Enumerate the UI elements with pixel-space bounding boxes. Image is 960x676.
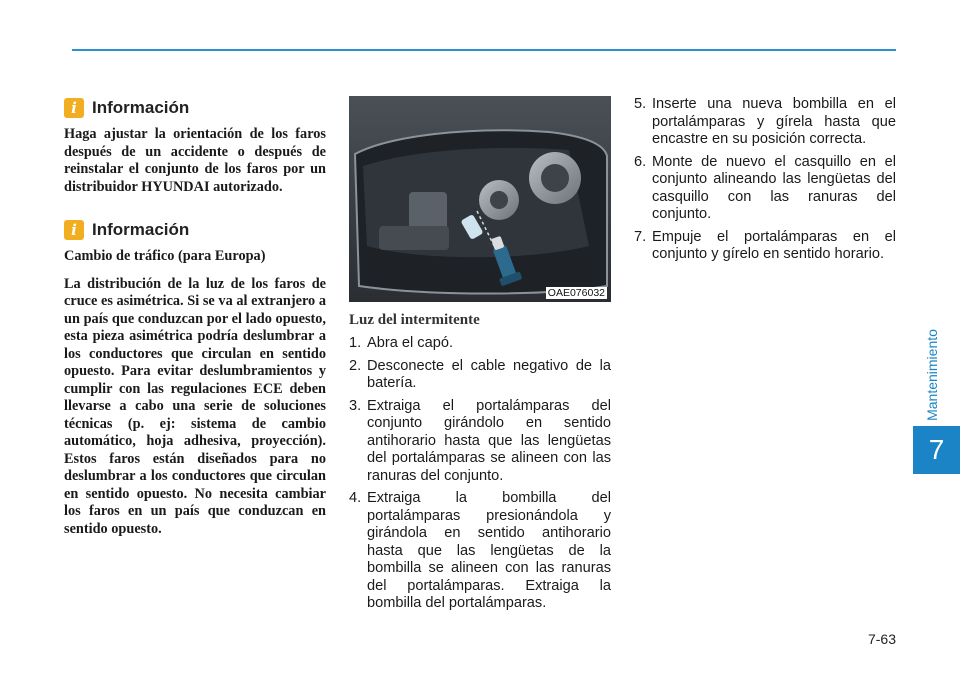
steps-list xyxy=(634,96,896,264)
info-icon: i xyxy=(64,98,84,118)
step-text: Monte de nuevo el casquillo en el conjunto alineando las lengüetas del casquillo con las ranuras del conjunto. xyxy=(652,153,896,222)
step-number: 5. xyxy=(634,96,647,112)
chapter-tab: 7 xyxy=(913,426,960,474)
info-header xyxy=(64,96,326,120)
list-item xyxy=(634,229,896,264)
section-label xyxy=(925,325,939,425)
headlamp-illustration xyxy=(349,96,611,302)
info-icon: i xyxy=(64,220,84,240)
step-text: Empuje el portalámparas en el conjunto y gírelo en sentido horario. xyxy=(652,228,896,262)
column-middle xyxy=(349,96,611,618)
step-text: Inserte una nueva bombilla en el portalámparas y gírela hasta que encastre en su posición correcta. xyxy=(652,96,896,147)
section-title: Luz del intermitente xyxy=(349,312,480,328)
list-item xyxy=(349,335,611,353)
list-item xyxy=(349,398,611,486)
list-item xyxy=(634,154,896,224)
list-item xyxy=(349,490,611,613)
headlamp-figure xyxy=(349,96,611,302)
column-right xyxy=(634,96,896,269)
section-label-text: Mantenimiento xyxy=(924,329,940,421)
info-title: Información xyxy=(92,98,190,117)
header-rule xyxy=(72,49,896,51)
step-number: 6. xyxy=(634,153,647,170)
list-item xyxy=(349,358,611,393)
step-text: Abra el capó. xyxy=(367,335,453,351)
step-text: Extraiga el portalámparas del conjunto girándolo en sentido antihorario hasta que las lengüetas del portalámparas se alineen con las ranuras del conjunto. xyxy=(367,397,611,484)
info-subtitle: Cambio de tráfico (para Europa) xyxy=(64,248,266,264)
info-title: Información xyxy=(92,220,190,239)
step-number: 4. xyxy=(349,490,362,506)
info-text: Haga ajustar la orientación de los faros después de un accidente o después de reinstalar el conjunto de los faros por un distribuidor HYUNDAI autorizado. xyxy=(64,126,326,195)
steps-list xyxy=(349,335,611,613)
figure-caption: OAE076032 xyxy=(547,287,605,299)
step-text: Desconecte el cable negativo de la batería. xyxy=(367,357,611,391)
step-text: Extraiga la bombilla del portalámparas presionándola y girándola en sentido antihorario hasta que las lengüetas de la bombilla se alineen con las ranuras del portalámparas. Extraiga la bombilla del portalámparas. xyxy=(367,490,611,611)
step-number: 7. xyxy=(634,228,647,245)
list-item xyxy=(634,96,896,149)
page-number: 7-63 xyxy=(867,631,896,647)
step-number: 1. xyxy=(349,335,362,351)
info-text: La distribución de la luz de los faros de cruce es asimétrica. Si se va al extranjero a un país que conduzcan por el lado opuesto, esta pieza asimétrica podría deslumbrar a los conductores que circulan en sentido opuesto. Para evitar deslumbramientos y cumplir con las regulaciones ECE deben llevarse a cabo una serie de soluciones técnicas (p. ej: sistema de cambio automático, hoja adhesiva, proyección). Estos faros están diseñados para no deslumbrar a los conductores que circulan en sentido opuesto. No necesita cambiar los faros en un país que conduzcan en sentido opuesto. xyxy=(64,275,326,537)
step-number: 3. xyxy=(349,397,362,414)
info-header xyxy=(64,218,326,242)
column-left xyxy=(64,96,326,538)
step-number: 2. xyxy=(349,357,362,374)
